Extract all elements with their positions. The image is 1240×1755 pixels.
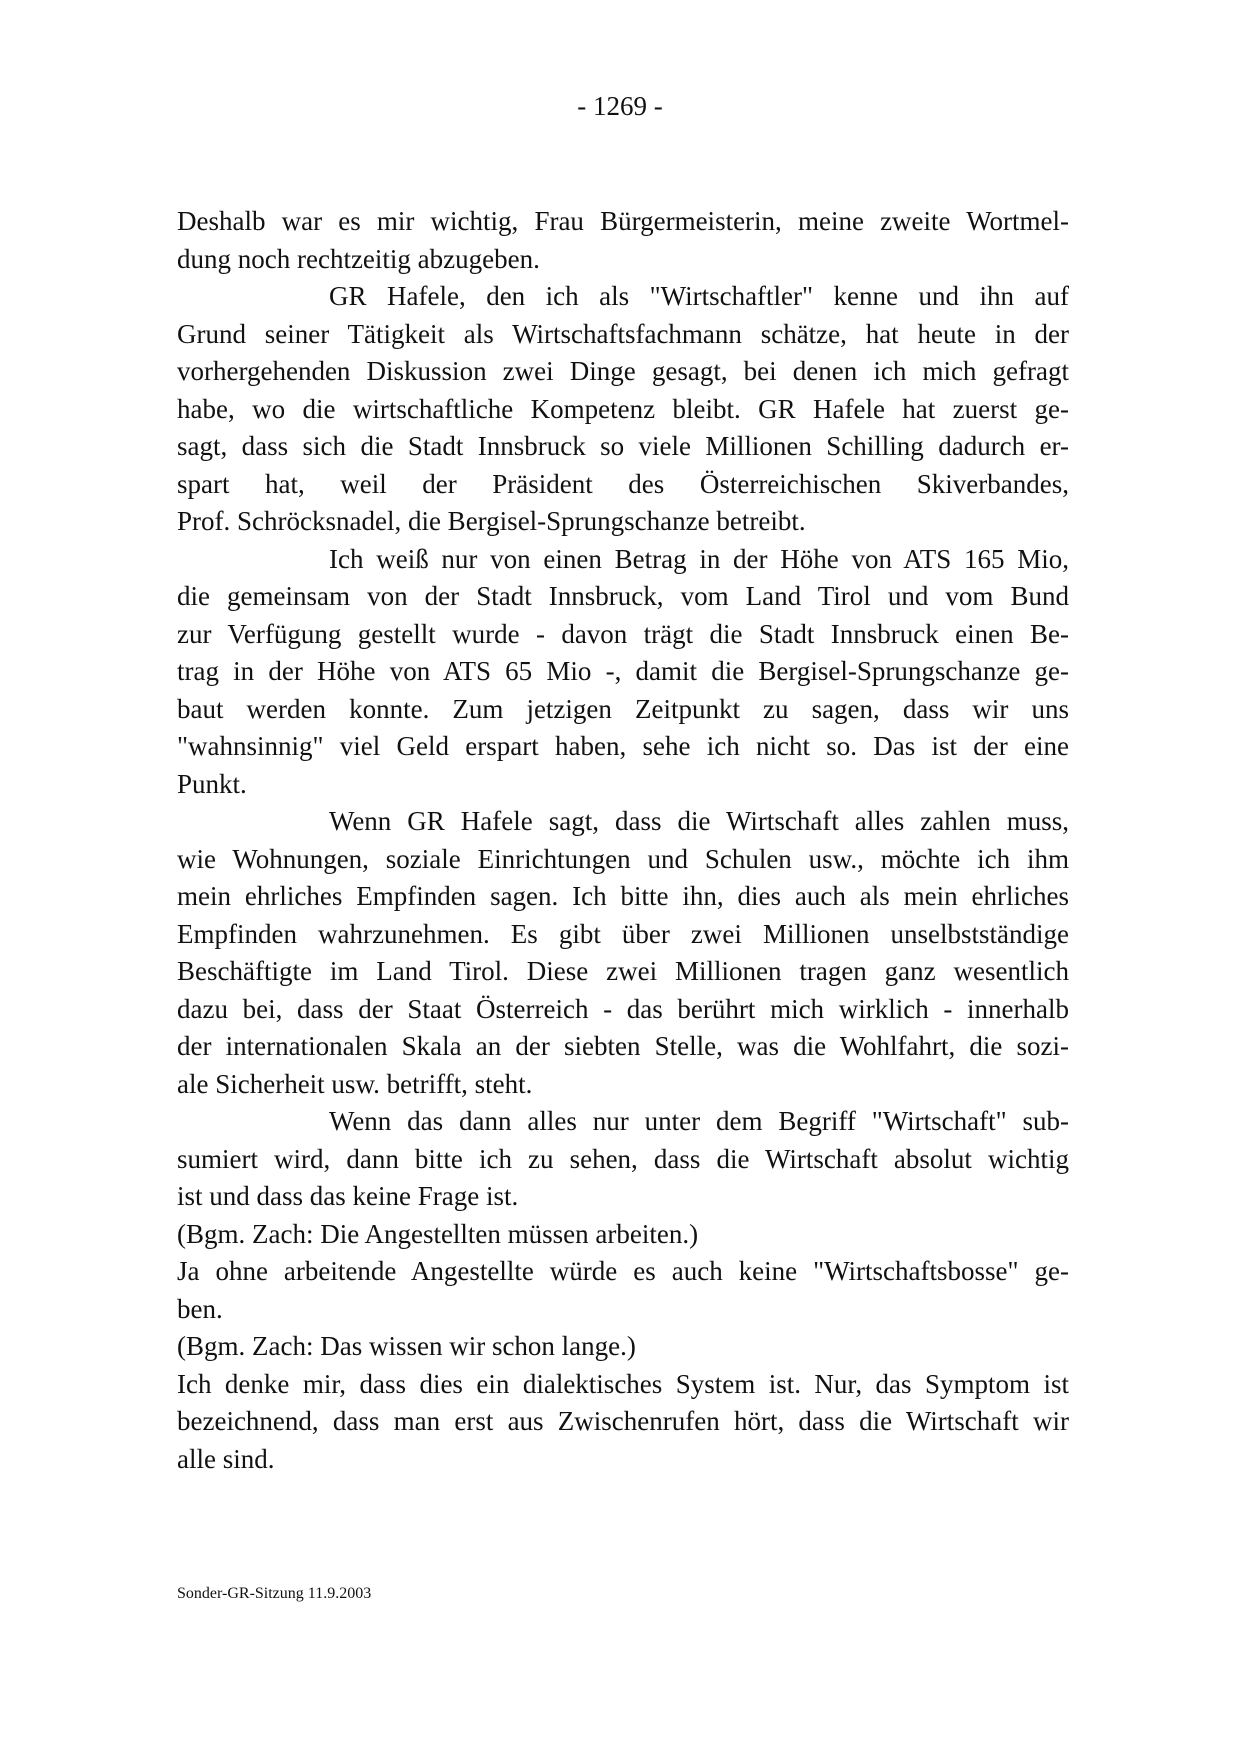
text-line: ist und dass das keine Frage ist.	[177, 1181, 519, 1211]
text-line: zur Verfügung gestellt wurde - davon trägt die Stadt Innsbruck einen Be-	[177, 618, 1069, 649]
text-line: trag in der Höhe von ATS 65 Mio -, damit die Bergisel-Sprungschanze ge-	[177, 656, 1069, 686]
text-line: (Bgm. Zach: Die Angestellten müssen arbeiten.)	[177, 1218, 699, 1249]
text-line: der internationalen Skala an der siebten Stelle, was die Wohlfahrt, die sozi-	[177, 1031, 1069, 1061]
text-line: habe, wo die wirtschaftliche Kompetenz bleibt. GR Hafele hat zuerst ge-	[177, 393, 1069, 424]
text-line: Empfinden wahrzunehmen. Es gibt über zwei Millionen unselbstständige	[177, 918, 1069, 949]
text-line: ben.	[177, 1293, 223, 1324]
paragraph	[177, 1366, 1069, 1479]
text-line: mein ehrliches Empfinden sagen. Ich bitte ihn, dies auch als mein ehrliches	[177, 881, 1069, 911]
text-line: Grund seiner Tätigkeit als Wirtschaftsfachmann schätze, hat heute in der	[177, 318, 1069, 349]
text-line: sumiert wird, dann bitte ich zu sehen, dass die Wirtschaft absolut wichtig	[177, 1143, 1069, 1174]
text-line: (Bgm. Zach: Das wissen wir schon lange.)	[177, 1331, 636, 1361]
text-line: Punkt.	[177, 768, 247, 799]
text-line: alle sind.	[177, 1443, 275, 1474]
text-line: "wahnsinnig" viel Geld erspart haben, sehe ich nicht so. Das ist der eine	[177, 731, 1069, 761]
paragraph	[177, 203, 1069, 278]
text-line: Ich weiß nur von einen Betrag in der Höhe von ATS 165 Mio,	[329, 543, 1069, 574]
page-number: - 1269 -	[577, 91, 663, 121]
text-line: spart hat, weil der Präsident des Österreichischen Skiverbandes,	[177, 468, 1069, 499]
text-line: dazu bei, dass der Staat Österreich - das berührt mich wirklich - innerhalb	[177, 993, 1069, 1024]
paragraph	[177, 541, 1069, 804]
text-line: Ja ohne arbeitende Angestellte würde es auch keine "Wirtschaftsbosse" ge-	[177, 1256, 1069, 1286]
paragraph	[177, 1253, 1069, 1328]
paragraph	[177, 278, 1069, 541]
text-line: bezeichnend, dass man erst aus Zwischenrufen hört, dass die Wirtschaft wir	[177, 1406, 1069, 1436]
text-line: Wenn GR Hafele sagt, dass die Wirtschaft alles zahlen muss,	[329, 806, 1069, 836]
text-line: GR Hafele, den ich als "Wirtschaftler" kenne und ihn auf	[329, 281, 1069, 311]
paragraph	[177, 1328, 1069, 1366]
text-line: vorhergehenden Diskussion zwei Dinge gesagt, bei denen ich mich gefragt	[177, 356, 1069, 386]
text-line: die gemeinsam von der Stadt Innsbruck, vom Land Tirol und vom Bund	[177, 581, 1069, 611]
text-line: sagt, dass sich die Stadt Innsbruck so viele Millionen Schilling dadurch er-	[177, 431, 1069, 461]
paragraph	[177, 1103, 1069, 1216]
body-text	[177, 203, 1069, 1478]
text-line: Beschäftigte im Land Tirol. Diese zwei Millionen tragen ganz wesentlich	[177, 956, 1069, 986]
text-line: ale Sicherheit usw. betrifft, steht.	[177, 1068, 533, 1099]
paragraph	[177, 803, 1069, 1103]
text-line: dung noch rechtzeitig abzugeben.	[177, 243, 540, 274]
paragraph	[177, 1216, 1069, 1254]
text-line: Ich denke mir, dass dies ein dialektisches System ist. Nur, das Symptom ist	[177, 1368, 1069, 1399]
text-line: baut werden konnte. Zum jetzigen Zeitpunkt zu sagen, dass wir uns	[177, 693, 1069, 724]
text-line: Deshalb war es mir wichtig, Frau Bürgermeisterin, meine zweite Wortmel-	[177, 206, 1069, 236]
text-line: wie Wohnungen, soziale Einrichtungen und Schulen usw., möchte ich ihm	[177, 843, 1069, 874]
text-line: Wenn das dann alles nur unter dem Begriff "Wirtschaft" sub-	[329, 1106, 1069, 1136]
footer-text: Sonder-GR-Sitzung 11.9.2003	[177, 1585, 372, 1602]
text-line: Prof. Schröcksnadel, die Bergisel-Sprungschanze betreibt.	[177, 506, 806, 536]
